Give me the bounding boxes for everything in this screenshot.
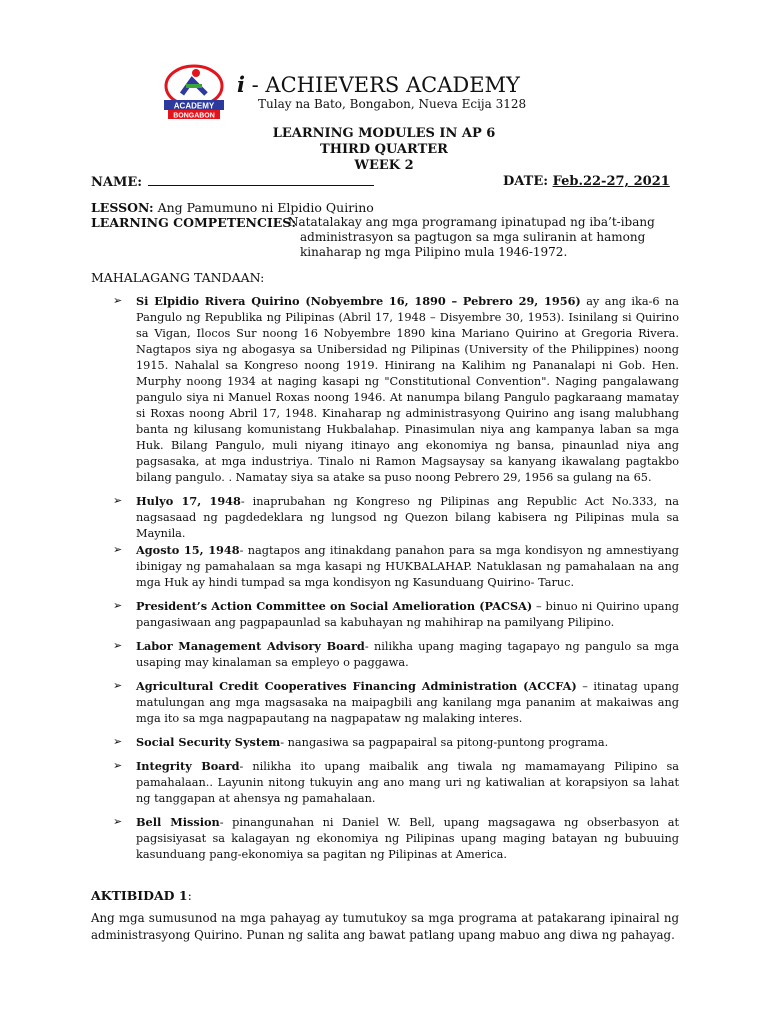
item-text: – binuo ni Quirino upang pangasiwaan ang pagpapaunlad sa kabuhayan ng mahihirap na pamilyang Pilipino. (136, 600, 680, 629)
item-term: President’s Action Committee on Social Amelioration (PACSA) (136, 599, 533, 613)
activity-label: AKTIBIDAD 1 (91, 888, 188, 903)
list-item (113, 734, 679, 751)
activity-heading (91, 888, 192, 903)
item-text: - nagtapos ang itinakdang panahon para sa mga kondisyon ng amnestiyang ibinigay ng pamahalaan sa mga kasapi ng HUKBALAHAP. Natuklasan ng pamahalaan na ang mga Huk ay hindi tumpad sa mga kondisyon ng Kasunduang Quirino- Taruc. (136, 544, 679, 589)
item-term: Labor Management Advisory Board (136, 639, 365, 653)
arrow-bullet-icon: ➢ (113, 639, 123, 652)
arrow-bullet-icon: ➢ (113, 815, 123, 828)
school-address: Tulay na Bato, Bongabon, Nueva Ecija 3128 (258, 97, 527, 111)
school-name (237, 72, 520, 97)
item-text: – itinatag upang matulungan ang mga magsasaka na maipagbili ang kanilang mga pananim at makaiwas ang mga ito sa mga nagpapautang na nagpapataw ng malaking interes. (136, 680, 679, 725)
item-text: - nilikha upang maging tagapayo ng pangulo sa mga usaping may kinalaman sa empleyo o paggawa. (136, 640, 680, 669)
school-name-prefix: i (237, 72, 245, 97)
logo-text-top: ACADEMY (173, 101, 215, 111)
competencies-line-2: administrasyon sa pagtugon sa mga suliranin at hamong (300, 230, 646, 244)
date-field (503, 174, 670, 189)
item-text: - inaprubahan ng Kongreso ng Pilipinas ang Republic Act No.333, na nagsasaad ng pagdedeklara ng lungsod ng Quezon bilang kabisera ng Pilipinas mula sa Maynila. (136, 495, 679, 540)
list-item (113, 542, 679, 591)
list-item (113, 598, 679, 631)
item-term: Agosto 15, 1948 (136, 543, 240, 557)
school-logo (160, 64, 228, 120)
lesson-line (91, 200, 374, 215)
quarter-title: THIRD QUARTER (320, 142, 448, 157)
arrow-bullet-icon: ➢ (113, 759, 123, 772)
item-term: Social Security System (136, 735, 281, 749)
arrow-bullet-icon: ➢ (113, 494, 123, 507)
item-term: Bell Mission (136, 815, 220, 829)
lesson-value: Ang Pamumuno ni Elpidio Quirino (157, 200, 374, 215)
section-title: MAHALAGANG TANDAAN: (91, 270, 265, 285)
school-name-text: - ACHIEVERS ACADEMY (244, 73, 520, 97)
arrow-bullet-icon: ➢ (113, 599, 123, 612)
logo-text-bottom: BONGABON (173, 112, 215, 120)
item-term: Si Elpidio Rivera Quirino (Nobyembre 16, 1890 – Pebrero 29, 1956) (136, 294, 581, 308)
item-term: Agricultural Credit Cooperatives Financing Administration (ACCFA) (136, 679, 577, 693)
name-blank-line[interactable] (148, 174, 374, 186)
activity-instructions: Ang mga sumusunod na mga pahayag ay tumutukoy sa mga programa at patakarang ipinairal ng administrasyong Quirino. Punan ng salita ang bawat patlang upang mabuo ang diwa ng pahayag. (91, 911, 679, 942)
item-text: - nangasiwa sa pagpapairal sa pitong-puntong programa. (280, 736, 609, 749)
list-item (113, 638, 679, 671)
item-term: Integrity Board (136, 759, 240, 773)
item-text: ay ang ika-6 na Pangulo ng Republika ng Pilipinas (Abril 17, 1948 – Disyembre 30, 1953). Isinilang si Quirino sa Vigan, Ilocos Sur noong 16 Nobyembre 1890 kina Mariano Quirino at Gregoria Rivera. Nagtapos siya ng abogasya sa Unibersidad ng Pilipinas (University of the Philippines) noong 1915. Nahalal sa Kongreso noong 1919. Hinirang na Kalihim ng Pananalapi ni Gob. Hen. Murphy noong 1934 at naging kasapi ng "Constitutional Convention". Naging pangalawang pangulo siya ni Manuel Roxas noong 1946. At nanumpa bilang Pangulo pagkaraang mamatay si Roxas noong Abril 17, 1948. Kinaharap ng administrasyong Quirino ang isang malubhang banta ng kilusang komunistang Hukbalahap. Pinasimulan niya ang kampanya laban sa mga Huk. Bilang Pangulo, muli niyang itinayo ang ekonomiya ng bansa, pinaunlad niya ang pagsasaka, at mga industriya. Tinalo ni Ramon Magsaysay sa kanyang ikawalang pagtakbo bilang pangulo. . Namatay siya sa atake sa puso noong Pebrero 29, 1956 sa gulang na 65. (136, 295, 679, 484)
arrow-bullet-icon: ➢ (113, 735, 123, 748)
list-item (113, 293, 679, 486)
item-text: - nilikha ito upang maibalik ang tiwala ng mamamayang Pilipino sa pamahalaan.. Layunin nitong tukuyin ang ano mang uri ng katiwalian at korapsiyon sa lahat ng tanggapan at ahensya ng pamahalaan. (136, 760, 680, 805)
list-item (113, 678, 679, 727)
list-item (113, 814, 679, 863)
arrow-bullet-icon: ➢ (113, 294, 123, 307)
key-points-list (113, 293, 679, 870)
list-item (113, 493, 679, 542)
list-item (113, 758, 679, 807)
lesson-label: LESSON: (91, 200, 154, 215)
date-label: DATE: (503, 174, 549, 189)
week-title: WEEK 2 (354, 158, 414, 173)
name-field (91, 174, 374, 190)
competencies-label: LEARNING COMPETENCIES: (91, 215, 296, 230)
item-text: - pinangunahan ni Daniel W. Bell, upang magsagawa ng obserbasyon at pagsisiyasat sa kalagayan ng ekonomiya ng Pilipinas upang maging batayan ng bubuuing kasunduang pang-ekonomiya sa pagitan ng Pilipinas at America. (136, 816, 679, 861)
date-value: Feb.22-27, 2021 (552, 174, 670, 189)
arrow-bullet-icon: ➢ (113, 543, 123, 556)
competencies-line-1: Natatalakay ang mga programang ipinatupad ng iba’t-ibang (288, 215, 655, 229)
competencies-line-3: kinaharap ng mga Pilipino mula 1946-1972. (300, 245, 568, 259)
activity-colon: : (187, 888, 192, 903)
name-label: NAME: (91, 175, 143, 190)
competencies-text (288, 215, 690, 260)
item-term: Hulyo 17, 1948 (136, 494, 241, 508)
arrow-bullet-icon: ➢ (113, 679, 123, 692)
module-title: LEARNING MODULES IN AP 6 (272, 126, 496, 141)
